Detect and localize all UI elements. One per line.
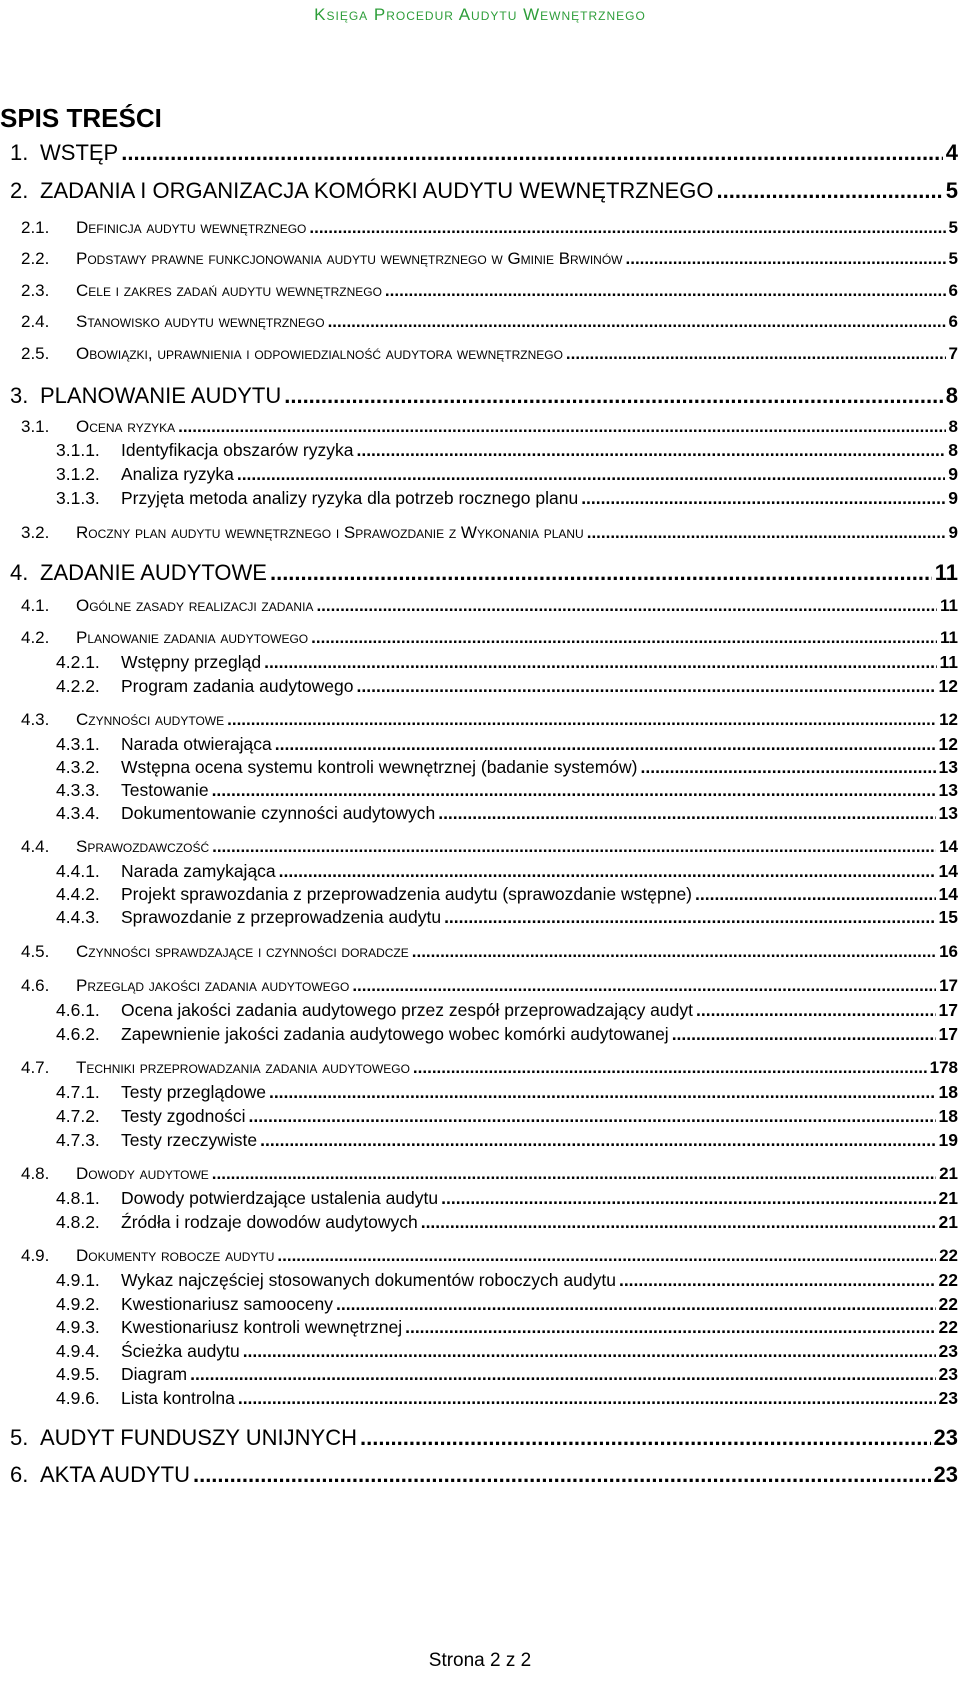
- toc-entry-title: Ścieżka audytu: [121, 1341, 240, 1361]
- toc-entry[interactable]: [10, 1425, 958, 1451]
- toc-entry-number: 4.7.1.: [56, 1082, 100, 1102]
- toc-entry-title: Projekt sprawozdania z przeprowadzenia audytu (sprawozdanie wstępne): [121, 884, 693, 904]
- toc-entry-page: 14: [938, 884, 958, 904]
- toc-entry-title: Przyjęta metoda analizy ryzyka dla potrzeb rocznego planu: [121, 488, 579, 508]
- toc-entry-number: 3.1.: [21, 417, 50, 436]
- toc-entry-number: 4.3.4.: [56, 803, 100, 823]
- toc-dot-leader: [672, 1024, 936, 1045]
- toc-dot-leader: [566, 344, 946, 364]
- toc-entry-page: 23: [933, 1462, 958, 1487]
- toc-entry-page: 5: [945, 178, 958, 203]
- toc-entry-title: ZADANIA I ORGANIZACJA KOMÓRKI AUDYTU WEWNĘTRZNEGO: [40, 178, 714, 203]
- toc-entry[interactable]: [56, 1212, 958, 1233]
- toc-entry-number: 2.3.: [21, 281, 50, 300]
- toc-entry[interactable]: [56, 464, 958, 485]
- toc-dot-leader: [405, 1317, 935, 1338]
- toc-entry-number: 4.9.3.: [56, 1317, 100, 1337]
- toc-entry-number: 3.1.1.: [56, 440, 100, 460]
- toc-entry-title: Stanowisko audytu wewnętrznego: [76, 312, 325, 331]
- toc-entry-title: Definicja audytu wewnętrznego: [76, 218, 307, 237]
- toc-entry-number: 4.4.1.: [56, 861, 100, 881]
- toc-entry-title: Sprawozdawczość: [76, 837, 210, 856]
- toc-entry-page: 5: [948, 249, 958, 268]
- toc-entry[interactable]: [56, 1294, 958, 1315]
- toc-dot-leader: [385, 281, 946, 301]
- toc-entry-title: Obowiązki, uprawnienia i odpowiedzialność audytora wewnętrznego: [76, 344, 563, 363]
- toc-entry[interactable]: [21, 249, 958, 269]
- toc-entry-number: 4.9.5.: [56, 1364, 100, 1384]
- toc-entry-number: 4.9.2.: [56, 1294, 100, 1314]
- toc-entry-number: 4.3.3.: [56, 780, 100, 800]
- toc-entry-page: 6: [948, 312, 958, 331]
- toc-entry-title: Kwestionariusz samooceny: [121, 1294, 334, 1314]
- toc-entry-title: Kwestionariusz kontroli wewnętrznej: [121, 1317, 403, 1337]
- toc-entry-page: 6: [948, 281, 958, 300]
- toc-entry[interactable]: [21, 218, 958, 238]
- toc-dot-leader: [309, 218, 945, 238]
- toc-entry[interactable]: [56, 440, 958, 461]
- toc-entry[interactable]: [56, 803, 958, 824]
- toc-entry-page: 178: [929, 1058, 958, 1077]
- toc-entry-title: AKTA AUDYTU: [40, 1462, 190, 1487]
- toc-entry-title: Identyfikacja obszarów ryzyka: [121, 440, 354, 460]
- toc-entry-title: Testy przeglądowe: [121, 1082, 266, 1102]
- toc-entry[interactable]: [21, 417, 958, 437]
- toc-entry-number: 2.5.: [21, 344, 50, 363]
- toc-dot-leader: [238, 1388, 936, 1409]
- toc-entry-title: Testowanie: [121, 780, 209, 800]
- toc-entry-page: 23: [938, 1364, 958, 1384]
- toc-entry-page: 9: [948, 464, 958, 484]
- toc-entry-page: 13: [938, 780, 958, 800]
- toc-entry-number: 4.4.2.: [56, 884, 100, 904]
- toc-dot-leader: [279, 861, 936, 882]
- toc-entry[interactable]: [21, 837, 958, 857]
- toc-dot-leader: [640, 757, 935, 778]
- toc-dot-leader: [260, 1130, 935, 1151]
- toc-dot-leader: [212, 837, 936, 857]
- toc-entry-page: 23: [938, 1341, 958, 1361]
- toc-entry[interactable]: [21, 976, 958, 996]
- toc-entry-title: Analiza ryzyka: [121, 464, 234, 484]
- toc-dot-leader: [193, 1462, 931, 1488]
- toc-entry[interactable]: [56, 861, 958, 882]
- toc-entry-number: 3.1.3.: [56, 488, 100, 508]
- toc-entry[interactable]: [56, 1341, 958, 1362]
- toc-entry-title: Testy zgodności: [121, 1106, 246, 1126]
- toc-entry-title: Zapewnienie jakości zadania audytowego wobec komórki audytowanej: [121, 1024, 669, 1044]
- toc-dot-leader: [619, 1270, 936, 1291]
- toc-entry-number: 4.9.6.: [56, 1388, 100, 1408]
- toc-entry-title: Roczny plan audytu wewnętrznego i Sprawozdanie z Wykonania planu: [76, 523, 584, 542]
- toc-entry-number: 4.6.1.: [56, 1000, 100, 1020]
- toc-entry[interactable]: [56, 488, 958, 509]
- toc-entry[interactable]: [56, 1188, 958, 1209]
- toc-dot-leader: [178, 417, 945, 437]
- toc-entry-number: 4.3.2.: [56, 757, 100, 777]
- toc-entry-page: 5: [948, 218, 958, 237]
- toc-dot-leader: [336, 1294, 935, 1315]
- toc-entry-title: Podstawy prawne funkcjonowania audytu wewnętrznego w Gminie Brwinów: [76, 249, 623, 268]
- toc-entry-page: 17: [939, 976, 958, 995]
- toc-entry-number: 4.9.4.: [56, 1341, 100, 1361]
- toc-entry[interactable]: [21, 281, 958, 301]
- toc-entry-title: Ocena jakości zadania audytowego przez zespół przeprowadzający audyt: [121, 1000, 693, 1020]
- toc-entry-page: 11: [939, 652, 958, 672]
- toc-entry-number: 4.3.1.: [56, 734, 100, 754]
- toc-entry[interactable]: [10, 560, 958, 586]
- toc-entry-number: 4.: [10, 560, 29, 585]
- toc-dot-leader: [269, 1082, 936, 1103]
- toc-entry-page: 9: [948, 488, 958, 508]
- running-header: Księga Procedur Audytu Wewnętrznego: [314, 5, 646, 24]
- toc-entry-title: Testy rzeczywiste: [121, 1130, 258, 1150]
- toc-entry-number: 2.4.: [21, 312, 50, 331]
- toc-entry-page: 22: [938, 1270, 958, 1290]
- toc-entry-page: 17: [938, 1000, 958, 1020]
- toc-entry-title: Narada otwierająca: [121, 734, 272, 754]
- toc-dot-leader: [316, 596, 937, 616]
- toc-dot-leader: [277, 1246, 936, 1266]
- toc-dot-leader: [438, 803, 935, 824]
- toc-entry-title: Dowody audytowe: [76, 1164, 209, 1183]
- toc-entry-page: 19: [938, 1130, 958, 1150]
- toc-entry-page: 23: [938, 1388, 958, 1408]
- toc-entry[interactable]: [56, 734, 958, 755]
- toc-entry[interactable]: [10, 1462, 958, 1488]
- toc-entry-page: 7: [948, 344, 958, 363]
- toc-entry-number: 4.6.: [21, 976, 50, 995]
- toc-entry-title: Dokumentowanie czynności audytowych: [121, 803, 436, 823]
- toc-entry[interactable]: [21, 710, 958, 730]
- toc-entry[interactable]: [56, 1130, 958, 1151]
- toc-entry-page: 14: [938, 861, 958, 881]
- toc-entry-number: 4.7.2.: [56, 1106, 100, 1126]
- toc-entry-page: 22: [939, 1246, 958, 1265]
- toc-entry-title: Cele i zakres zadań audytu wewnętrznego: [76, 281, 382, 300]
- toc-entry-page: 12: [938, 734, 958, 754]
- toc-entry[interactable]: [56, 907, 958, 928]
- toc-entry[interactable]: [10, 383, 958, 409]
- toc-dot-leader: [212, 1164, 936, 1184]
- toc-entry[interactable]: [21, 1164, 958, 1184]
- toc-entry-title: Wykaz najczęściej stosowanych dokumentów roboczych audytu: [121, 1270, 616, 1290]
- toc-dot-leader: [421, 1212, 936, 1233]
- toc-entry[interactable]: [21, 942, 958, 962]
- toc-dot-leader: [626, 249, 946, 269]
- toc-entry-number: 2.1.: [21, 218, 50, 237]
- toc-dot-leader: [441, 1188, 935, 1209]
- toc-entry[interactable]: [56, 1364, 958, 1385]
- toc-dot-leader: [352, 976, 936, 996]
- toc-entry-number: 3.: [10, 383, 29, 408]
- toc-entry-number: 4.8.2.: [56, 1212, 100, 1232]
- toc-entry-number: 4.6.2.: [56, 1024, 100, 1044]
- toc-entry-number: 4.1.: [21, 596, 50, 615]
- toc-entry-title: Przegląd jakości zadania audytowego: [76, 976, 350, 995]
- toc-entry[interactable]: [21, 312, 958, 332]
- toc-entry-number: 4.9.1.: [56, 1270, 100, 1290]
- toc-entry-title: ZADANIE AUDYTOWE: [40, 560, 267, 585]
- toc-entry-page: 12: [939, 710, 958, 729]
- toc-entry-number: 4.9.: [21, 1246, 50, 1265]
- toc-entry-page: 14: [939, 837, 958, 856]
- toc-entry-number: 4.3.: [21, 710, 50, 729]
- toc-entry[interactable]: [21, 1058, 958, 1078]
- toc-entry-page: 11: [940, 628, 958, 647]
- toc-entry-title: Narada zamykająca: [121, 861, 276, 881]
- page-footer: Strona 2 z 2: [428, 1650, 532, 1671]
- toc-entry-page: 22: [938, 1294, 958, 1314]
- toc-entry-title: Wstępny przegląd: [121, 652, 262, 672]
- toc-entry-number: 4.5.: [21, 942, 50, 961]
- toc-entry[interactable]: [21, 523, 958, 543]
- toc-entry-title: Techniki przeprowadzania zadania audytowego: [76, 1058, 410, 1077]
- toc-entry[interactable]: [21, 344, 958, 364]
- toc-entry[interactable]: [56, 1024, 958, 1045]
- toc-dot-leader: [227, 710, 936, 730]
- toc-dot-leader: [264, 652, 936, 673]
- toc-entry-page: 11: [940, 596, 958, 615]
- toc-entry-number: 5.: [10, 1425, 29, 1450]
- toc-entry-page: 4: [945, 140, 958, 165]
- toc-dot-leader: [284, 383, 943, 409]
- toc-entry[interactable]: [56, 1388, 958, 1409]
- toc-entry-page: 8: [948, 417, 958, 436]
- toc-entry-title: AUDYT FUNDUSZY UNIJNYCH: [40, 1425, 357, 1450]
- toc-entry-page: 13: [938, 803, 958, 823]
- toc-entry-number: 2.2.: [21, 249, 50, 268]
- toc-entry[interactable]: [56, 757, 958, 778]
- toc-entry-title: PLANOWANIE AUDYTU: [40, 383, 282, 408]
- toc-dot-leader: [212, 780, 936, 801]
- toc-entry[interactable]: [56, 1270, 958, 1291]
- toc-dot-leader: [270, 560, 932, 586]
- toc-entry-number: 4.7.3.: [56, 1130, 100, 1150]
- toc-entry-number: 4.2.: [21, 628, 50, 647]
- toc-entry-title: Czynności audytowe: [76, 710, 225, 729]
- toc-entry[interactable]: [10, 140, 958, 166]
- toc-dot-leader: [356, 440, 945, 461]
- toc-entry[interactable]: [56, 884, 958, 905]
- toc-dot-leader: [695, 884, 936, 905]
- toc-entry-title: Lista kontrolna: [121, 1388, 235, 1408]
- toc-dot-leader: [413, 1058, 927, 1078]
- toc-dot-leader: [360, 1425, 931, 1451]
- toc-dot-leader: [275, 734, 936, 755]
- toc-dot-leader: [717, 178, 943, 204]
- toc-dot-leader: [243, 1341, 936, 1362]
- toc-entry[interactable]: [56, 780, 958, 801]
- toc-entry-title: Program zadania audytowego: [121, 676, 354, 696]
- toc-entry-title: Planowanie zadania audytowego: [76, 628, 309, 647]
- toc-entry-page: 23: [933, 1425, 958, 1450]
- toc-dot-leader: [581, 488, 945, 509]
- toc-dot-leader: [311, 628, 937, 648]
- toc-entry-page: 12: [938, 676, 958, 696]
- toc-entry-title: Ogólne zasady realizacji zadania: [76, 596, 314, 615]
- toc-entry[interactable]: [21, 1246, 958, 1266]
- toc-entry-title: Diagram: [121, 1364, 188, 1384]
- toc-entry-page: 16: [939, 942, 958, 961]
- toc-entry-title: Ocena ryzyka: [76, 417, 176, 436]
- toc-dot-leader: [357, 676, 936, 697]
- toc-entry[interactable]: [56, 1082, 958, 1103]
- toc-entry-title: Dowody potwierdzające ustalenia audytu: [121, 1188, 439, 1208]
- toc-entry-number: 4.7.: [21, 1058, 50, 1077]
- toc-entry[interactable]: [21, 596, 958, 616]
- toc-dot-leader: [237, 464, 945, 485]
- toc-entry-page: 18: [938, 1106, 958, 1126]
- toc-entry-page: 22: [938, 1317, 958, 1337]
- toc-entry-page: 9: [948, 523, 958, 542]
- toc-entry-page: 21: [938, 1212, 958, 1232]
- toc-entry[interactable]: [56, 652, 958, 673]
- toc-entry-title: WSTĘP: [40, 140, 119, 165]
- toc-entry-number: 4.2.1.: [56, 652, 100, 672]
- toc-entry-page: 13: [938, 757, 958, 777]
- toc-entry-title: Sprawozdanie z przeprowadzenia audytu: [121, 907, 442, 927]
- toc-dot-leader: [444, 907, 935, 928]
- toc-dot-leader: [412, 942, 936, 962]
- toc-entry-number: 4.2.2.: [56, 676, 100, 696]
- toc-entry[interactable]: [56, 1000, 958, 1021]
- toc-entry[interactable]: [10, 178, 958, 204]
- toc-entry-number: 4.8.: [21, 1164, 50, 1183]
- toc-entry-page: 21: [938, 1188, 958, 1208]
- toc-entry-number: 4.4.3.: [56, 907, 100, 927]
- toc-entry-number: 4.8.1.: [56, 1188, 100, 1208]
- toc-entry-page: 8: [945, 383, 958, 408]
- toc-dot-leader: [587, 523, 946, 543]
- toc-entry[interactable]: [56, 1106, 958, 1127]
- toc-entry[interactable]: [56, 676, 958, 697]
- toc-dot-leader: [190, 1364, 935, 1385]
- toc-dot-leader: [121, 140, 943, 166]
- toc-entry-page: 21: [939, 1164, 958, 1183]
- toc-title: SPIS TREŚCI: [0, 103, 162, 133]
- toc-entry-title: Dokumenty robocze audytu: [76, 1246, 275, 1265]
- toc-entry-page: 8: [948, 440, 958, 460]
- toc-dot-leader: [328, 312, 946, 332]
- toc-entry[interactable]: [56, 1317, 958, 1338]
- toc-entry[interactable]: [21, 628, 958, 648]
- toc-entry-page: 18: [938, 1082, 958, 1102]
- toc-entry-page: 11: [934, 560, 958, 585]
- toc-entry-number: 1.: [10, 140, 29, 165]
- toc-entry-number: 3.2.: [21, 523, 50, 542]
- toc-entry-page: 17: [938, 1024, 958, 1044]
- toc-entry-number: 4.4.: [21, 837, 50, 856]
- toc-entry-number: 2.: [10, 178, 29, 203]
- toc-entry-title: Źródła i rodzaje dowodów audytowych: [121, 1212, 418, 1232]
- toc-entry-title: Czynności sprawdzające i czynności doradcze: [76, 942, 409, 961]
- toc-entry-title: Wstępna ocena systemu kontroli wewnętrznej (badanie systemów): [121, 757, 638, 777]
- toc-dot-leader: [696, 1000, 936, 1021]
- toc-entry-page: 15: [938, 907, 958, 927]
- toc-entry-number: 3.1.2.: [56, 464, 100, 484]
- toc-entry-number: 6.: [10, 1462, 29, 1487]
- toc-dot-leader: [249, 1106, 936, 1127]
